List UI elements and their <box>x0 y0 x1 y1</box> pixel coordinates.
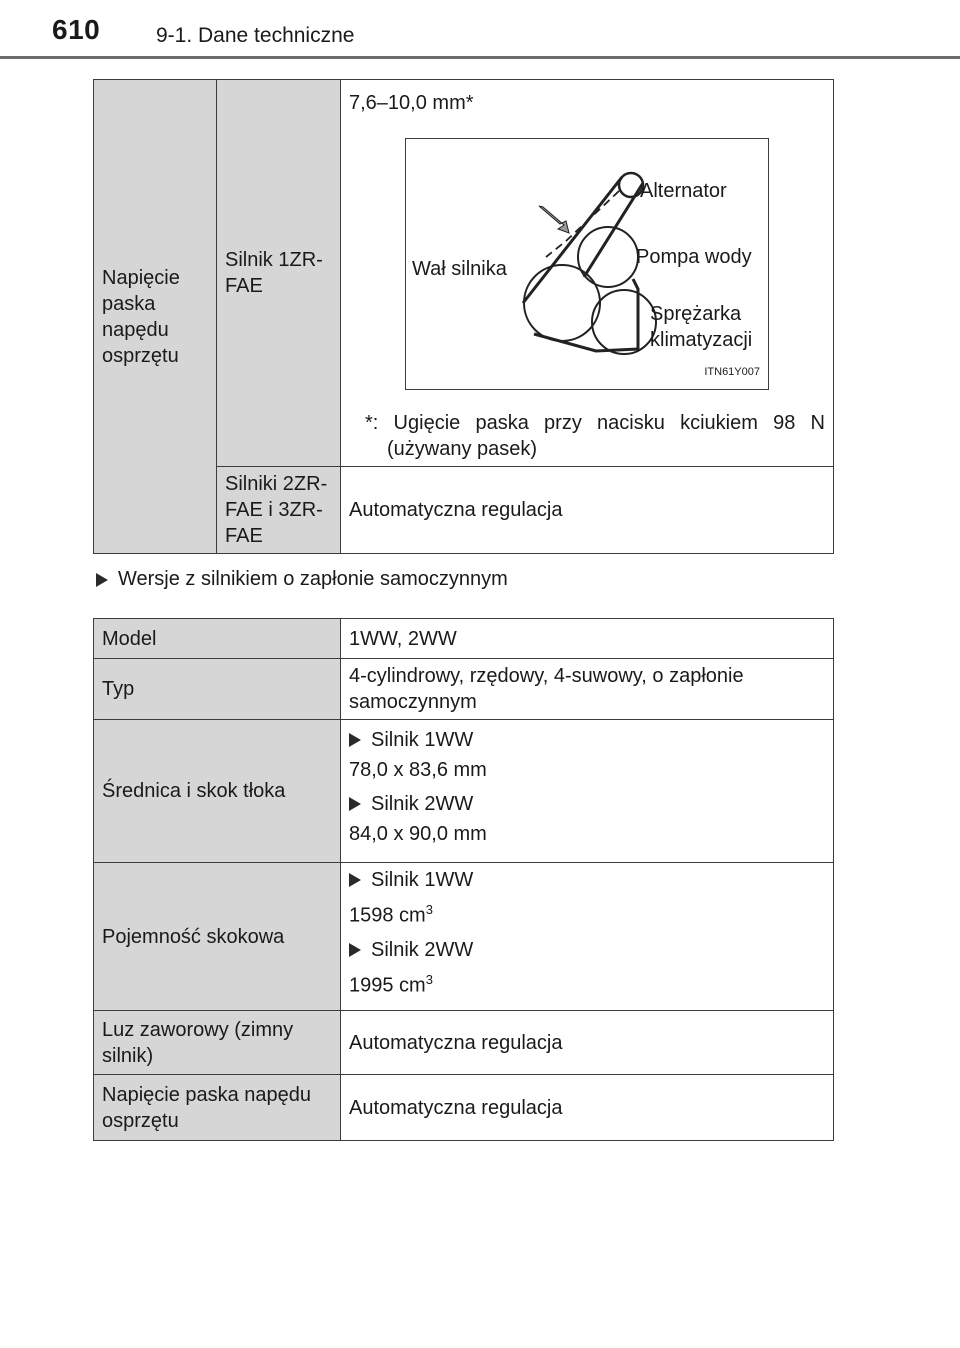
belt-tension-label: Napięcie paska napędu osprzętu <box>94 80 217 554</box>
alternator-label: Alternator <box>640 180 727 202</box>
bullet-triangle-icon <box>96 573 108 587</box>
crankshaft-label: Wał silnika <box>412 258 507 280</box>
bore-engine-b <box>349 791 825 817</box>
table-row <box>94 619 834 659</box>
displacement-value-cell <box>341 863 834 1011</box>
table-row <box>94 720 834 863</box>
table-row <box>94 1011 834 1075</box>
bore-value-a: 78,0 x 83,6 mm <box>349 759 487 781</box>
diesel-section-heading <box>96 568 508 591</box>
model-label: Model <box>94 619 341 659</box>
table-row <box>94 863 834 1011</box>
bore-stroke-label: Średnica i skok tłoka <box>94 720 341 863</box>
valve-clearance-value: Automatyczna regulacja <box>341 1011 834 1075</box>
belt-diagram <box>405 138 769 390</box>
table-row <box>94 1075 834 1141</box>
disp-engine-b-label: Silnik 2WW <box>371 938 474 961</box>
diesel-heading-text: Wersje z silnikiem o zapłonie samoczynnym <box>118 568 508 590</box>
bullet-triangle-icon <box>349 797 361 811</box>
page-number: 610 <box>52 14 101 45</box>
ac-compressor-label-2: klimatyzacji <box>650 329 753 351</box>
valve-clearance-label: Luz zaworowy (zimny silnik) <box>94 1011 341 1075</box>
diesel-spec-table <box>93 618 834 1141</box>
page-header <box>0 0 960 62</box>
bore-engine-a-label: Silnik 1WW <box>371 729 474 751</box>
unit-exponent: 3 <box>425 971 433 987</box>
bore-stroke-value-cell <box>341 720 834 863</box>
disp-value-b <box>349 967 825 999</box>
unit-exponent: 3 <box>425 902 433 917</box>
section-title: 9-1. Dane techniczne <box>156 24 355 47</box>
belt-tension-table <box>93 79 834 554</box>
water-pump-label: Pompa wody <box>636 246 752 268</box>
disp-engine-a <box>349 867 825 893</box>
displacement-label: Pojemność skokowa <box>94 863 341 1011</box>
belt-tension-diesel-label: Napięcie paska napędu osprzętu <box>94 1075 341 1141</box>
table-row <box>94 659 834 720</box>
disp-value-a-text: 1598 cm <box>349 904 426 927</box>
bullet-triangle-icon <box>349 733 361 747</box>
figure-code: ITN61Y007 <box>704 366 760 378</box>
disp-engine-b <box>349 937 825 963</box>
model-value: 1WW, 2WW <box>341 619 834 659</box>
bore-engine-a <box>349 727 825 753</box>
bullet-triangle-icon <box>349 873 361 887</box>
type-label: Typ <box>94 659 341 720</box>
header-divider <box>0 56 960 59</box>
disp-value-b-text: 1995 cm <box>349 974 426 997</box>
disp-engine-a-label: Silnik 1WW <box>371 869 474 891</box>
engine-2zr-label: Silniki 2ZR-FAE i 3ZR-FAE <box>217 467 341 554</box>
ac-compressor-label-1: Sprężarka <box>650 303 742 325</box>
footnote-line-2: (używany pasek) <box>387 438 538 460</box>
footnote-line-1: *: Ugięcie paska przy nacisku kciukiem 98 N <box>365 412 825 434</box>
belt-tension-diesel-value: Automatyczna regulacja <box>341 1075 834 1141</box>
engine-1zr-value-cell <box>341 80 834 467</box>
type-value: 4-cylindrowy, rzędowy, 4-suwowy, o zapłonie samoczynnym <box>341 659 834 720</box>
deflection-value: 7,6–10,0 mm* <box>349 92 474 114</box>
bore-engine-b-label: Silnik 2WW <box>371 793 474 815</box>
bullet-triangle-icon <box>349 943 361 957</box>
bore-value-b: 84,0 x 90,0 mm <box>349 823 487 845</box>
engine-1zr-label: Silnik 1ZR-FAE <box>217 80 341 467</box>
disp-value-a <box>349 897 825 929</box>
engine-2zr-value: Automatyczna regulacja <box>341 467 834 554</box>
